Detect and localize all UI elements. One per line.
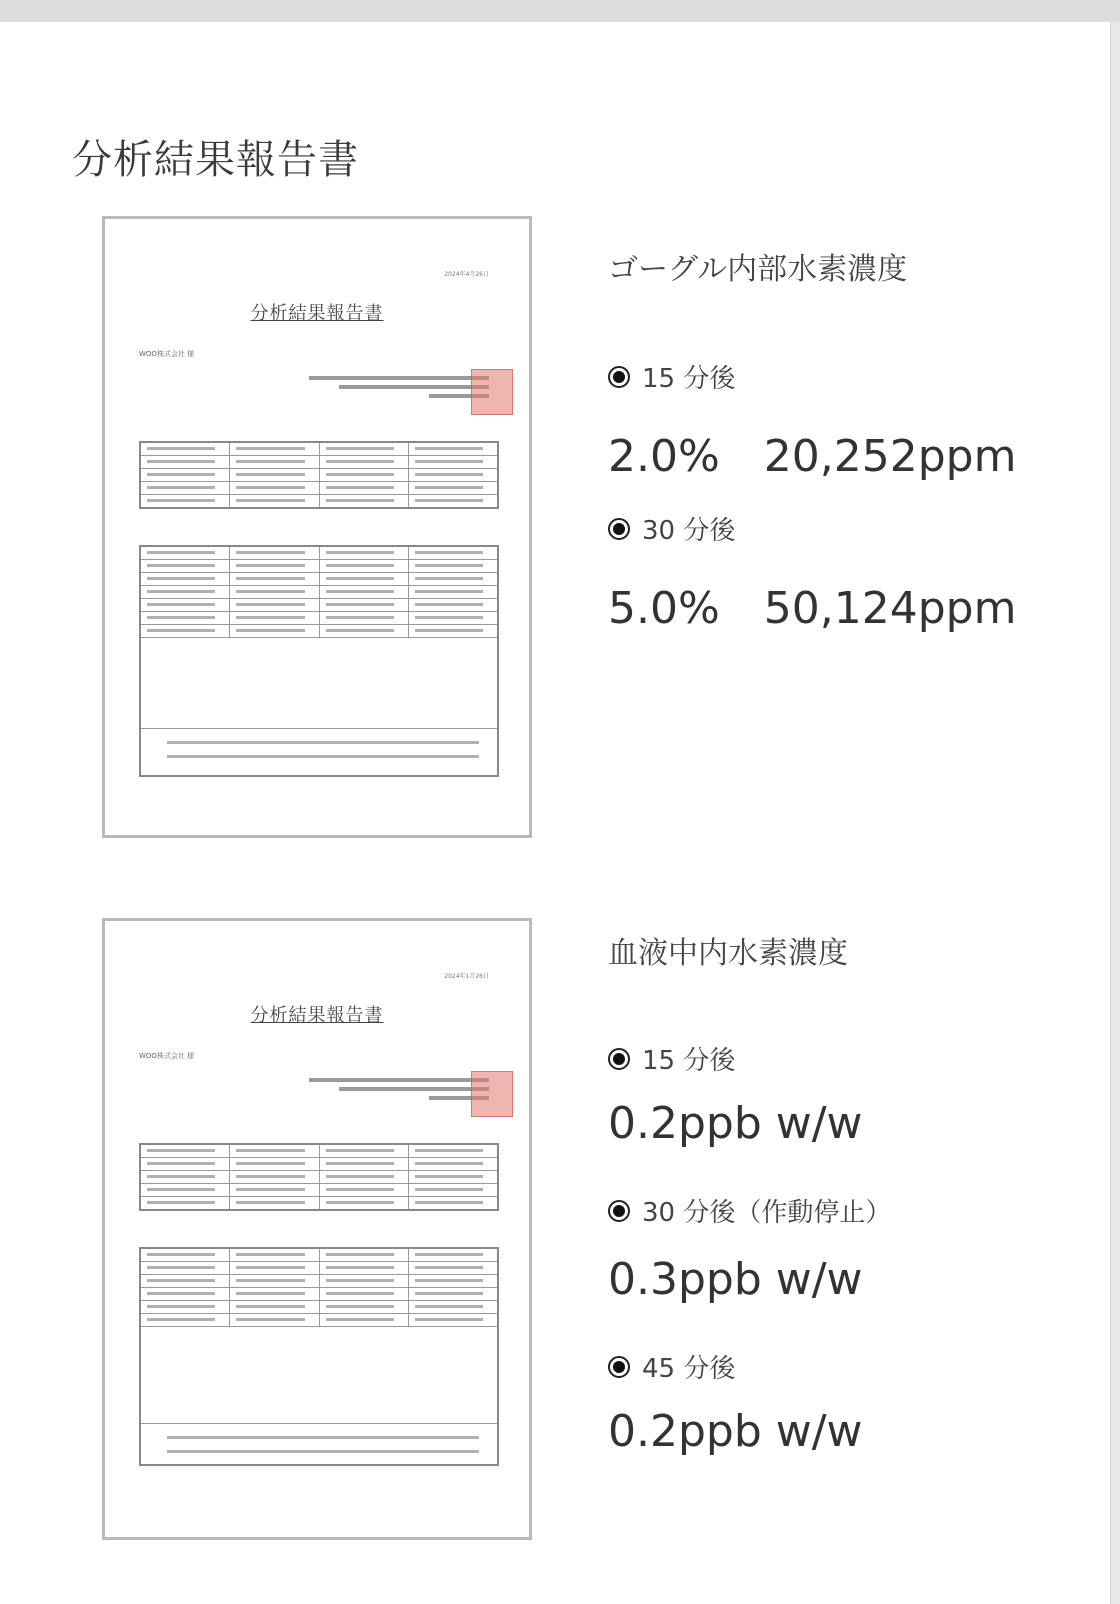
- issuer-block: [299, 371, 489, 398]
- radio-selected-icon: [608, 1356, 630, 1378]
- radio-selected-icon: [608, 1048, 630, 1070]
- radio-selected-icon: [608, 1200, 630, 1222]
- radio-selected-icon: [608, 366, 630, 388]
- blood-45min-value: 0.2ppb w/w: [608, 1406, 863, 1457]
- sample-info-table: [139, 441, 499, 509]
- report-thumbnail-goggle[interactable]: [102, 216, 532, 838]
- goggle-section-title: ゴーグル内部水素濃度: [608, 252, 908, 287]
- doc-addressee: WOO株式会社 様: [139, 350, 195, 358]
- goggle-15min-option[interactable]: [608, 358, 735, 395]
- issuer-block: [299, 1073, 489, 1100]
- option-label: 30 分後: [642, 516, 736, 546]
- goggle-15min-value: 2.0% 20,252ppm: [608, 431, 1017, 482]
- result-table: [139, 1247, 499, 1466]
- option-label: 30 分後（作動停止）: [642, 1198, 892, 1228]
- doc-addressee: WOO株式会社 様: [139, 1052, 195, 1060]
- seal-stamp: [471, 369, 513, 415]
- doc-title: 分析結果報告書: [250, 1005, 384, 1026]
- doc-date: 2024年4月26日: [444, 271, 489, 278]
- doc-title: 分析結果報告書: [250, 303, 384, 324]
- report-thumbnail-blood[interactable]: [102, 918, 532, 1540]
- doc-date: 2024年1月26日: [444, 973, 489, 980]
- blood-15min-value: 0.2ppb w/w: [608, 1098, 863, 1149]
- blood-15min-option[interactable]: [608, 1040, 735, 1077]
- blood-45min-option[interactable]: [608, 1348, 735, 1385]
- option-label: 15 分後: [642, 1046, 736, 1076]
- blood-30min-value: 0.3ppb w/w: [608, 1254, 863, 1305]
- sample-info-table: [139, 1143, 499, 1211]
- page-title: 分析結果報告書: [72, 137, 359, 183]
- seal-stamp: [471, 1071, 513, 1117]
- goggle-30min-value: 5.0% 50,124ppm: [608, 583, 1017, 634]
- goggle-30min-option[interactable]: [608, 510, 735, 547]
- option-label: 45 分後: [642, 1354, 736, 1384]
- blood-section-title: 血液中内水素濃度: [608, 936, 848, 971]
- top-bar: [0, 0, 1120, 22]
- radio-selected-icon: [608, 518, 630, 540]
- option-label: 15 分後: [642, 364, 736, 394]
- report-card: [0, 22, 1111, 1604]
- blood-30min-option[interactable]: [608, 1192, 891, 1229]
- result-table: [139, 545, 499, 777]
